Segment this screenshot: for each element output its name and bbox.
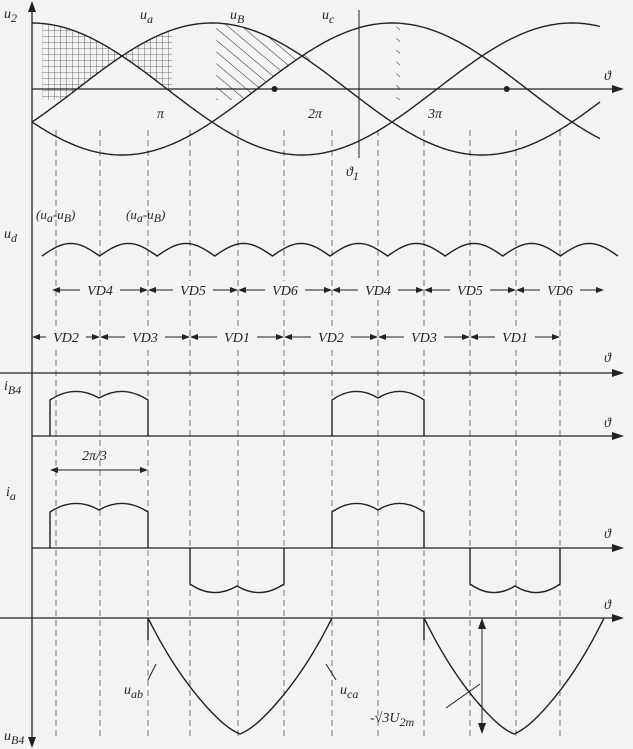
iB4-pulse bbox=[50, 391, 148, 436]
theta-label-ia: ϑ bbox=[604, 527, 611, 542]
arrow-head-right-icon bbox=[140, 287, 148, 293]
line-voltage-label-2: (ua-uB) bbox=[126, 207, 166, 225]
uab-label: uab bbox=[124, 683, 143, 701]
arrow-head-left-icon bbox=[100, 334, 108, 340]
dimension-arrow-left-icon bbox=[50, 467, 58, 473]
upper-diode-label: VD5 bbox=[457, 284, 483, 299]
crossing-point bbox=[504, 86, 510, 92]
labels bbox=[4, 7, 612, 747]
arrow-head-left-icon bbox=[284, 334, 292, 340]
arrow-head-right-icon bbox=[416, 287, 424, 293]
axis-u2-arrow-icon bbox=[612, 85, 624, 93]
ua-label: ua bbox=[140, 8, 153, 26]
ia-pulse-negative bbox=[190, 548, 284, 593]
conduction-intervals bbox=[32, 281, 604, 346]
axis-iB4-arrow-icon bbox=[612, 432, 624, 440]
u2-axis-label: u2 bbox=[4, 7, 17, 25]
upper-diode-label: VD4 bbox=[87, 284, 113, 299]
theta-label-uB4: ϑ bbox=[604, 598, 611, 613]
arrow-head-left-icon bbox=[470, 334, 478, 340]
uab-uca-lobe bbox=[148, 618, 332, 734]
peak-value-label: -√3U2m bbox=[370, 711, 415, 729]
two-pi-over-three-label: 2π/3 bbox=[82, 449, 107, 464]
iB4-axis-label: iB4 bbox=[4, 379, 22, 397]
two-pi-tick-label: 2π bbox=[308, 107, 323, 122]
theta1-label: ϑ1 bbox=[346, 165, 359, 183]
uc-label: uc bbox=[322, 8, 335, 26]
lower-diode-label: VD2 bbox=[53, 331, 79, 346]
lower-diode-label: VD3 bbox=[411, 331, 437, 346]
ia-axis-label: ia bbox=[6, 485, 16, 503]
arrow-head-left-icon bbox=[378, 334, 386, 340]
arrow-head-right-icon bbox=[370, 334, 378, 340]
vertical-axis-arrow-icon bbox=[28, 1, 36, 12]
uB4-axis-label: uB4 bbox=[4, 729, 25, 747]
theta-label-u2: ϑ bbox=[604, 69, 611, 84]
shaded-areas bbox=[32, 0, 400, 100]
arrow-head-right-icon bbox=[276, 334, 284, 340]
uab-uca-lobe bbox=[424, 618, 604, 734]
theta-label-conduction: ϑ bbox=[604, 351, 611, 366]
upper-diode-label: VD6 bbox=[272, 284, 298, 299]
arrow-head-left-icon bbox=[424, 287, 432, 293]
uca-leader-line bbox=[326, 664, 336, 680]
uca-label: uca bbox=[340, 683, 359, 701]
upper-diode-label: VD5 bbox=[180, 284, 206, 299]
arrow-head-right-icon bbox=[324, 287, 332, 293]
line-voltage-label-1: (ua-uB) bbox=[36, 207, 76, 225]
crossing-point bbox=[272, 86, 278, 92]
arrow-head-right-icon bbox=[596, 287, 604, 293]
arrow-head-left-icon bbox=[332, 287, 340, 293]
peak-arrow-up-icon bbox=[478, 618, 486, 629]
upper-diode-label: VD6 bbox=[547, 284, 573, 299]
lower-diode-label: VD3 bbox=[132, 331, 158, 346]
ia-pulse-negative bbox=[470, 548, 560, 593]
axis-ia-arrow-icon bbox=[612, 544, 624, 552]
ia-pulse-positive bbox=[50, 503, 148, 548]
arrow-head-left-icon bbox=[516, 287, 524, 293]
peak-arrow-down-icon bbox=[478, 723, 486, 734]
pi-tick-label: π bbox=[157, 107, 165, 122]
axis-conduction-arrow-icon bbox=[612, 369, 624, 377]
lower-diode-label: VD1 bbox=[502, 331, 528, 346]
ud-ripple-wave bbox=[42, 243, 618, 256]
upper-diode-label: VD4 bbox=[365, 284, 391, 299]
dimension-arrow-right-icon bbox=[140, 467, 148, 473]
arrow-head-right-icon bbox=[508, 287, 516, 293]
arrow-head-left-icon bbox=[32, 334, 40, 340]
arrow-head-left-icon bbox=[190, 334, 198, 340]
lower-diode-label: VD2 bbox=[318, 331, 344, 346]
lower-diode-label: VD1 bbox=[224, 331, 250, 346]
axis-uB4-arrow-icon bbox=[612, 614, 624, 622]
ub-label: uB bbox=[230, 8, 245, 26]
waveforms bbox=[32, 23, 633, 734]
arrow-head-right-icon bbox=[182, 334, 190, 340]
arrow-head-right-icon bbox=[552, 334, 560, 340]
three-pi-tick-label: 3π bbox=[428, 107, 443, 122]
peak-leader-line bbox=[446, 684, 480, 708]
arrow-head-left-icon bbox=[148, 287, 156, 293]
vertical-axis-bottom-arrow-icon bbox=[28, 737, 36, 748]
arrow-head-right-icon bbox=[462, 334, 470, 340]
theta-label-iB4: ϑ bbox=[604, 416, 611, 431]
uab-leader-line bbox=[148, 664, 156, 680]
arrow-head-right-icon bbox=[92, 334, 100, 340]
arrow-head-right-icon bbox=[230, 287, 238, 293]
ud-axis-label: ud bbox=[4, 227, 17, 245]
arrow-head-left-icon bbox=[238, 287, 246, 293]
